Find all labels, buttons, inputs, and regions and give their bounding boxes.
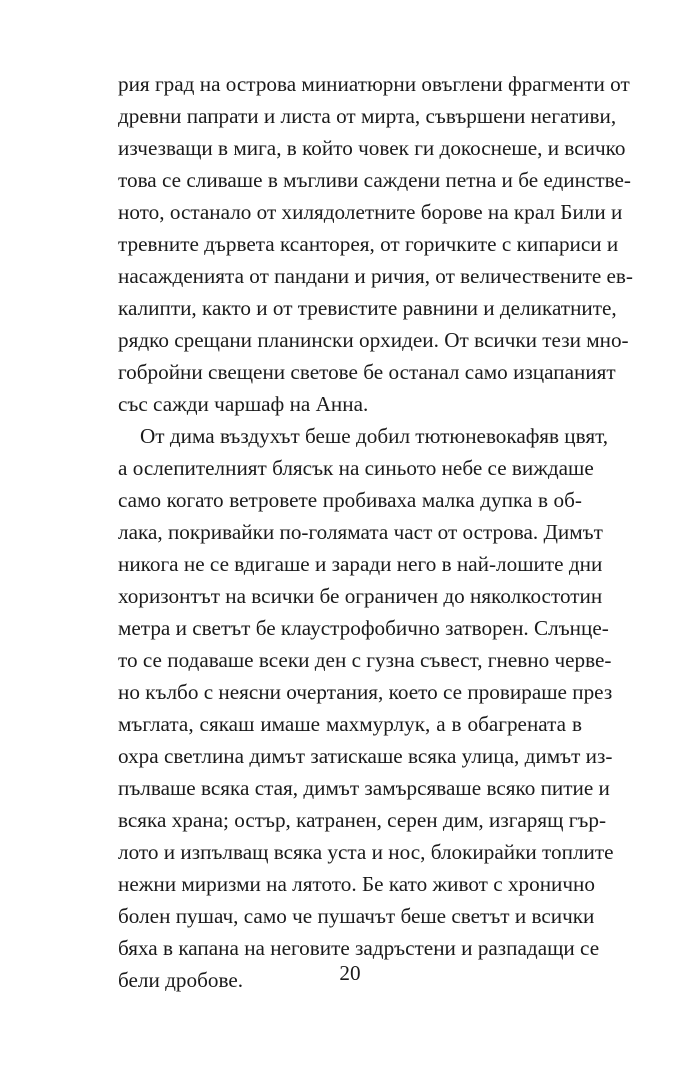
text-line: рия град на острова миниатюрни овъглени фрагменти от bbox=[118, 72, 630, 96]
text-line: бяха в капана на неговите задръстени и разпадащи се bbox=[118, 936, 600, 960]
text-line: хоризонтът на всички бе ограничен до няколкостотин bbox=[118, 584, 603, 608]
text-line: калипти, както и от тревистите равнини и деликатните, bbox=[118, 296, 617, 320]
text-line: никога не се вдигаше и заради него в най-лошите дни bbox=[118, 552, 603, 576]
text-line: пълваше всяка стая, димът замърсяваше всяко питие и bbox=[118, 776, 610, 800]
text-line: лото и изпълващ всяка уста и нос, блокирайки топлите bbox=[118, 840, 614, 864]
text-line: тревните дървета ксанторея, от горичките с кипариси и bbox=[118, 232, 619, 256]
page-number: 20 bbox=[339, 961, 361, 985]
text-line: От дима въздухът беше добил тютюневокафяв цвят, bbox=[140, 424, 609, 448]
paragraph-1 bbox=[118, 68, 633, 420]
text-line: древни папрати и листа от мирта, съвършени негативи, bbox=[118, 104, 617, 128]
text-line: бели дробове. bbox=[118, 968, 244, 992]
text-line: охра светлина димът затискаше всяка улица, димът из- bbox=[118, 744, 613, 768]
text-line: мъглата, сякаш имаше махмурлук, а в обагрената в bbox=[118, 712, 582, 736]
text-line: насажденията от пандани и ричия, от величествените ев- bbox=[118, 264, 633, 288]
text-line: но кълбо с неясни очертания, което се провираше през bbox=[118, 680, 613, 704]
text-line: гобройни свещени светове бе останал само изцапаният bbox=[118, 360, 616, 384]
text-line: със сажди чаршаф на Анна. bbox=[118, 392, 369, 416]
text-line: всяка храна; остър, катранен, серен дим, изгарящ гър- bbox=[118, 808, 607, 832]
text-line: изчезващи в мига, в който човек ги докоснеше, и всичко bbox=[118, 136, 626, 160]
text-line: рядко срещани планински орхидеи. От всички тези мно- bbox=[118, 328, 629, 352]
text-line: метра и светът бе клаустрофобично затворен. Слънце- bbox=[118, 616, 609, 640]
text-line: то се подаваше всеки ден с гузна съвест, гневно черве- bbox=[118, 648, 612, 672]
text-line: болен пушач, само че пушачът беше светът и всички bbox=[118, 904, 595, 928]
text-line: само когато ветровете пробиваха малка дупка в об- bbox=[118, 488, 582, 512]
body-text bbox=[118, 68, 633, 996]
text-line: а ослепителният блясък на синьото небе се виждаше bbox=[118, 456, 594, 480]
text-line: нежни миризми на лятото. Бе като живот с хронично bbox=[118, 872, 595, 896]
text-line: това се сливаше в мъгливи саждени петна и бе единстве- bbox=[118, 168, 631, 192]
paragraph-2 bbox=[118, 420, 614, 996]
text-line: ното, останало от хилядолетните борове на крал Били и bbox=[118, 200, 623, 224]
text-line: лака, покривайки по-голямата част от острова. Димът bbox=[118, 520, 603, 544]
